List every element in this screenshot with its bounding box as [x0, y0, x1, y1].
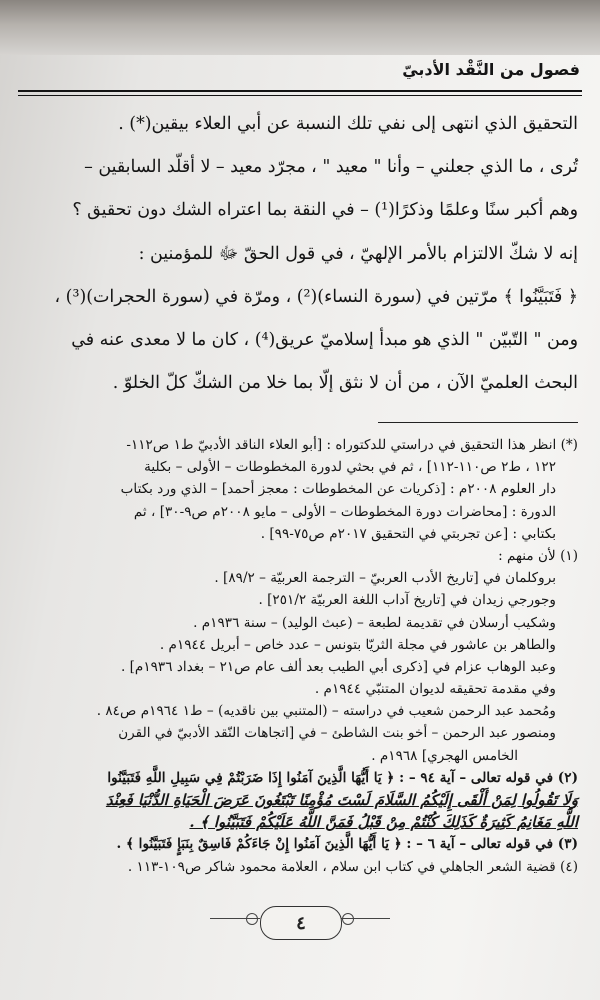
- footnote-line: (*) انظر هذا التحقيق في دراستي للدكتوراه : [أبو العلاء الناقد الأدبيّ ط١ ص١١٢-: [126, 437, 578, 453]
- header-rule-thin: [18, 95, 582, 96]
- ornament-dot: [342, 913, 354, 925]
- ornament-dot: [246, 913, 258, 925]
- text-line: البحث العلميّ الآن ، من أن لا نثق إلّا بما خلا من الشكّ كلّ الخلوّ .: [112, 373, 578, 394]
- footnote-line: ومنصور عبد الرحمن – أخو بنت الشاطئ – في [اتجاهات النّقد الأدبيّ في القرن: [118, 725, 556, 742]
- text-line: تُرى ، ما الذي جعلني – وأنا " معيد " ، مجرّد معيد – لا أقلّد السابقين –: [84, 157, 578, 178]
- footnote-line: بروكلمان في [تاريخ الأدب العربيّ – الترجمة العربيّة – ٨٩/٢] .: [214, 570, 556, 587]
- text-line: وهم أكبر سنًا وعلمًا وذكرًا(¹) – في النقة بما اعتراه الشك دون تحقيق ؟: [72, 200, 578, 221]
- footnote-line: ١٢٢ ، ط٢ ص١١٠-١١٢] ، ثم في بحثي لدورة المخطوطات – الأولى – بكلية: [144, 459, 556, 476]
- text-line: ﴿ فَتَبَيَّنُوا ﴾ مرّتين في (سورة النساء)(²) ، ومرّة في (سورة الحجرات)(³) ،: [54, 286, 578, 307]
- text-line: ومن " التّبيّن " الذي هو مبدأ إسلاميّ عريق(⁴) ، كان ما لا معدى عنه في: [71, 329, 578, 350]
- footnote-line: وفي مقدمة تحقيقه لديوان المتنبّي ١٩٤٤م .: [314, 681, 556, 698]
- footnote-line: وشكيب أرسلان في تقديمة لطبعة – (عبث الوليد) – سنة ١٩٣٦م .: [193, 614, 556, 631]
- footnote-line: (٤) قضية الشعر الجاهلي في كتاب ابن سلام ، العلامة محمود شاكر ص١٠٩-١١٣ .: [127, 858, 578, 875]
- footnote-line: وعبد الوهاب عزام في [ذكرى أبي الطيب بعد ألف عام ص٢١ – بغداد ١٩٣٦م] .: [120, 658, 556, 675]
- page-number-ornament: [210, 902, 390, 942]
- footnote-line: ومُحمد عبد الرحمن شعيب في دراسته – (المتنبي بين ناقديه) – ط١ ١٩٦٤م ص٨٤ .: [96, 703, 556, 720]
- footnote-line: الخامس الهجري] ١٩٦٨م .: [371, 747, 518, 764]
- footnote-line: الدورة : [محاضرات دورة المخطوطات – الأولى – مايو ٢٠٠٨م ص٩-٣٠] ، ثم: [133, 503, 556, 520]
- footnote-line: وَلَا تَقُولُوا لِمَنْ أَلْقَى إِلَيْكُمُ السَّلَامَ لَسْتَ مُؤْمِنًا تَبْتَغُونَ عَرَضَ الْحَيَاةِ الدُّنْيَا فَعِنْدَ: [105, 791, 578, 809]
- running-header: فصول من النَّقْد الأدبيّ: [402, 60, 580, 79]
- text-line: إنه لا شكّ الالتزام بالأمر الإلهيّ ، في قول الحقّ ﷻ للمؤمنين :: [138, 243, 578, 264]
- page-top-edge: [0, 0, 600, 55]
- footnote-separator: [378, 422, 578, 423]
- page-number-frame: [260, 906, 342, 940]
- footnote-line: (٢) في قوله تعالى – آية ٩٤ – : ﴿ يَا أَيُّهَا الَّذِينَ آمَنُوا إِذَا ضَرَبْتُمْ فِي سَبِيلِ اللَّهِ فَتَبَيَّنُوا: [107, 769, 578, 786]
- footnote-line: وجورجي زيدان في [تاريخ آداب اللغة العربيّة ٢٥١/٢] .: [258, 592, 556, 609]
- main-text: [30, 103, 578, 405]
- footnote-line: دار العلوم ٢٠٠٨م : [ذكريات عن المخطوطات : معجز أحمد] – الذي ورد بكتاب: [120, 481, 556, 498]
- footnote-line: (٣) في قوله تعالى – آية ٦ – : ﴿ يَا أَيُّهَا الَّذِينَ آمَنُوا إِنْ جَاءَكُمْ فَاسِقٌ بِنَبَإٍ فَتَبَيَّنُوا ﴾ .: [116, 836, 578, 853]
- footnote-line: والطاهر بن عاشور في مجلة الثريّا بتونس – عدد خاص – أبريل ١٩٤٤م .: [159, 636, 556, 653]
- footnote-line: (١) لأن منهم :: [498, 547, 578, 564]
- footnotes: [22, 434, 578, 878]
- footnote-line: بكتابي : [عن تجربتي في التحقيق ٢٠١٧م ص٧٥-٩٩] .: [260, 525, 556, 542]
- text-line: التحقيق الذي انتهى إلى نفي تلك النسبة عن أبي العلاء بيقين(*) .: [118, 114, 578, 134]
- header-rule: [18, 90, 582, 92]
- footnote-line: اللَّهِ مَغَانِمُ كَثِيرَةٌ كَذَلِكَ كُنْتُمْ مِنْ قَبْلُ فَمَنَّ اللَّهُ عَلَيْكُمْ فَتَبَيَّنُوا ﴾ .: [189, 813, 578, 832]
- page-number: ٤: [296, 913, 306, 934]
